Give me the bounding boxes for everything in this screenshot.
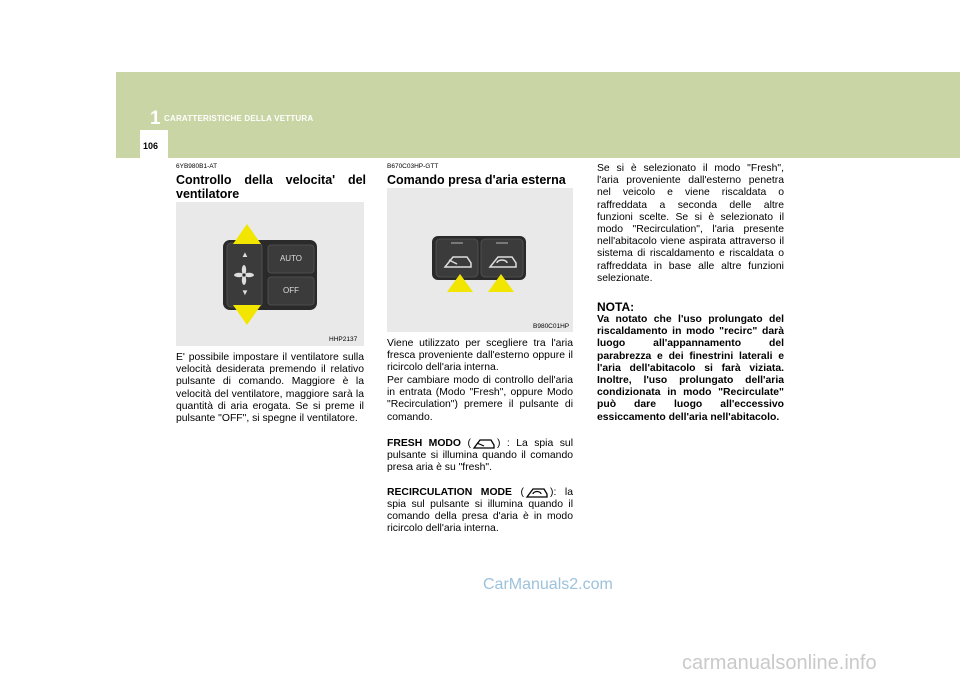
fan-control-panel-illustration [176, 202, 364, 346]
page-number: 106 [143, 141, 159, 151]
recirc-mode-label: RECIRCULATION MODE [387, 486, 512, 498]
fresh-button-shape [436, 239, 478, 277]
footer-watermark[interactable]: carmanualsonline.info [682, 652, 877, 674]
section-heading: Comando presa d'aria esterna [387, 173, 566, 187]
fresh-mode-label: FRESH MODO [387, 437, 461, 449]
fresh-mode-text: ) : La spia sul pulsante si illumina quando il comando presa aria è su "fresh". [387, 437, 574, 474]
chapter-number: 1 [150, 108, 161, 129]
fresh-mode-paragraph [387, 436, 573, 474]
recirc-mode-text: ): la spia sul pulsante si illumina quando il comando della presa d'aria è in modo ricircolo dell'aria interna. [387, 486, 573, 535]
mode-explanation-paragraph: Se si è selezionato il modo "Fresh", l'aria proveniente dall'esterno penetra nel veicolo e viene riscaldata o raffreddata a seconda delle altre funzioni scelte. Se si è selezionato il modo "Recirculation", l'aria presente nell'abitacolo viene aspirata attraverso il sistema di riscaldamento e riscaldata o raffreddata in base alle altre funzioni selezionate. [597, 163, 784, 284]
air-intake-panel-illustration [387, 188, 573, 332]
recirc-mode-paragraph [387, 485, 573, 536]
auto-button-label: AUTO [279, 254, 303, 263]
down-arrow-pointer [233, 305, 261, 325]
fan-speed-paragraph: E' possibile impostare il ventilatore sulla velocità desiderata premendo il relativo pulsante di comando. Maggiore è la velocità del ventilatore, maggiore sarà la quantità di aria erogata. Se si preme il pulsante "OFF", si spegne il ventilatore. [176, 352, 364, 425]
recirc-button-shape [481, 239, 523, 277]
figure-code: B980C01HP [533, 323, 570, 330]
figure-code: HHP2137 [329, 336, 358, 343]
off-button-label: OFF [283, 286, 299, 295]
nota-title: NOTA: [597, 300, 635, 314]
chapter-title: CARATTERISTICHE DELLA VETTURA [164, 114, 314, 123]
section-heading-line1: Controllo della velocita' del [176, 173, 366, 187]
recirculation-mode-icon [524, 485, 550, 499]
air-intake-figure [387, 188, 573, 332]
intake-paragraph-1: Viene utilizzato per scegliere tra l'aria fresca proveniente dall'esterno oppure il ricircolo dell'aria interna. [387, 338, 573, 374]
carmanuals-watermark[interactable]: CarManuals2.com [483, 576, 613, 593]
up-arrow-pointer [233, 224, 261, 244]
fresh-indicator [451, 242, 463, 244]
section-heading-line2: ventilatore [176, 187, 240, 201]
section-code: 6YB980B1-AT [176, 163, 218, 170]
recirc-indicator [496, 242, 508, 244]
nota-text: Va notato che l'uso prolungato del riscaldamento in modo "recirc" darà luogo all'appannamento del parabrezza e dei finestrini laterali e l'aria dell'abitacolo si farà viziata. Inoltre, l'uso prolungato dell'aria condizionata in modo "Recirculate" può dare luogo all'eccessivo essiccamento dell'aria nell'abitacolo. [597, 314, 784, 423]
fan-speed-figure [176, 202, 364, 346]
intake-paragraph-2: Per cambiare modo di controllo dell'aria in entrata (Modo "Fresh", oppure Modo "Recirculation") premere il pulsante di comando. [387, 375, 573, 423]
speed-down-symbol: ▼ [241, 288, 249, 297]
section-code: B670C03HP-GTT [387, 163, 439, 170]
fresh-open-paren: ( [467, 437, 471, 449]
speed-up-symbol: ▲ [241, 250, 249, 259]
recirc-open-paren: ( [520, 486, 524, 498]
fresh-mode-icon [471, 436, 497, 450]
